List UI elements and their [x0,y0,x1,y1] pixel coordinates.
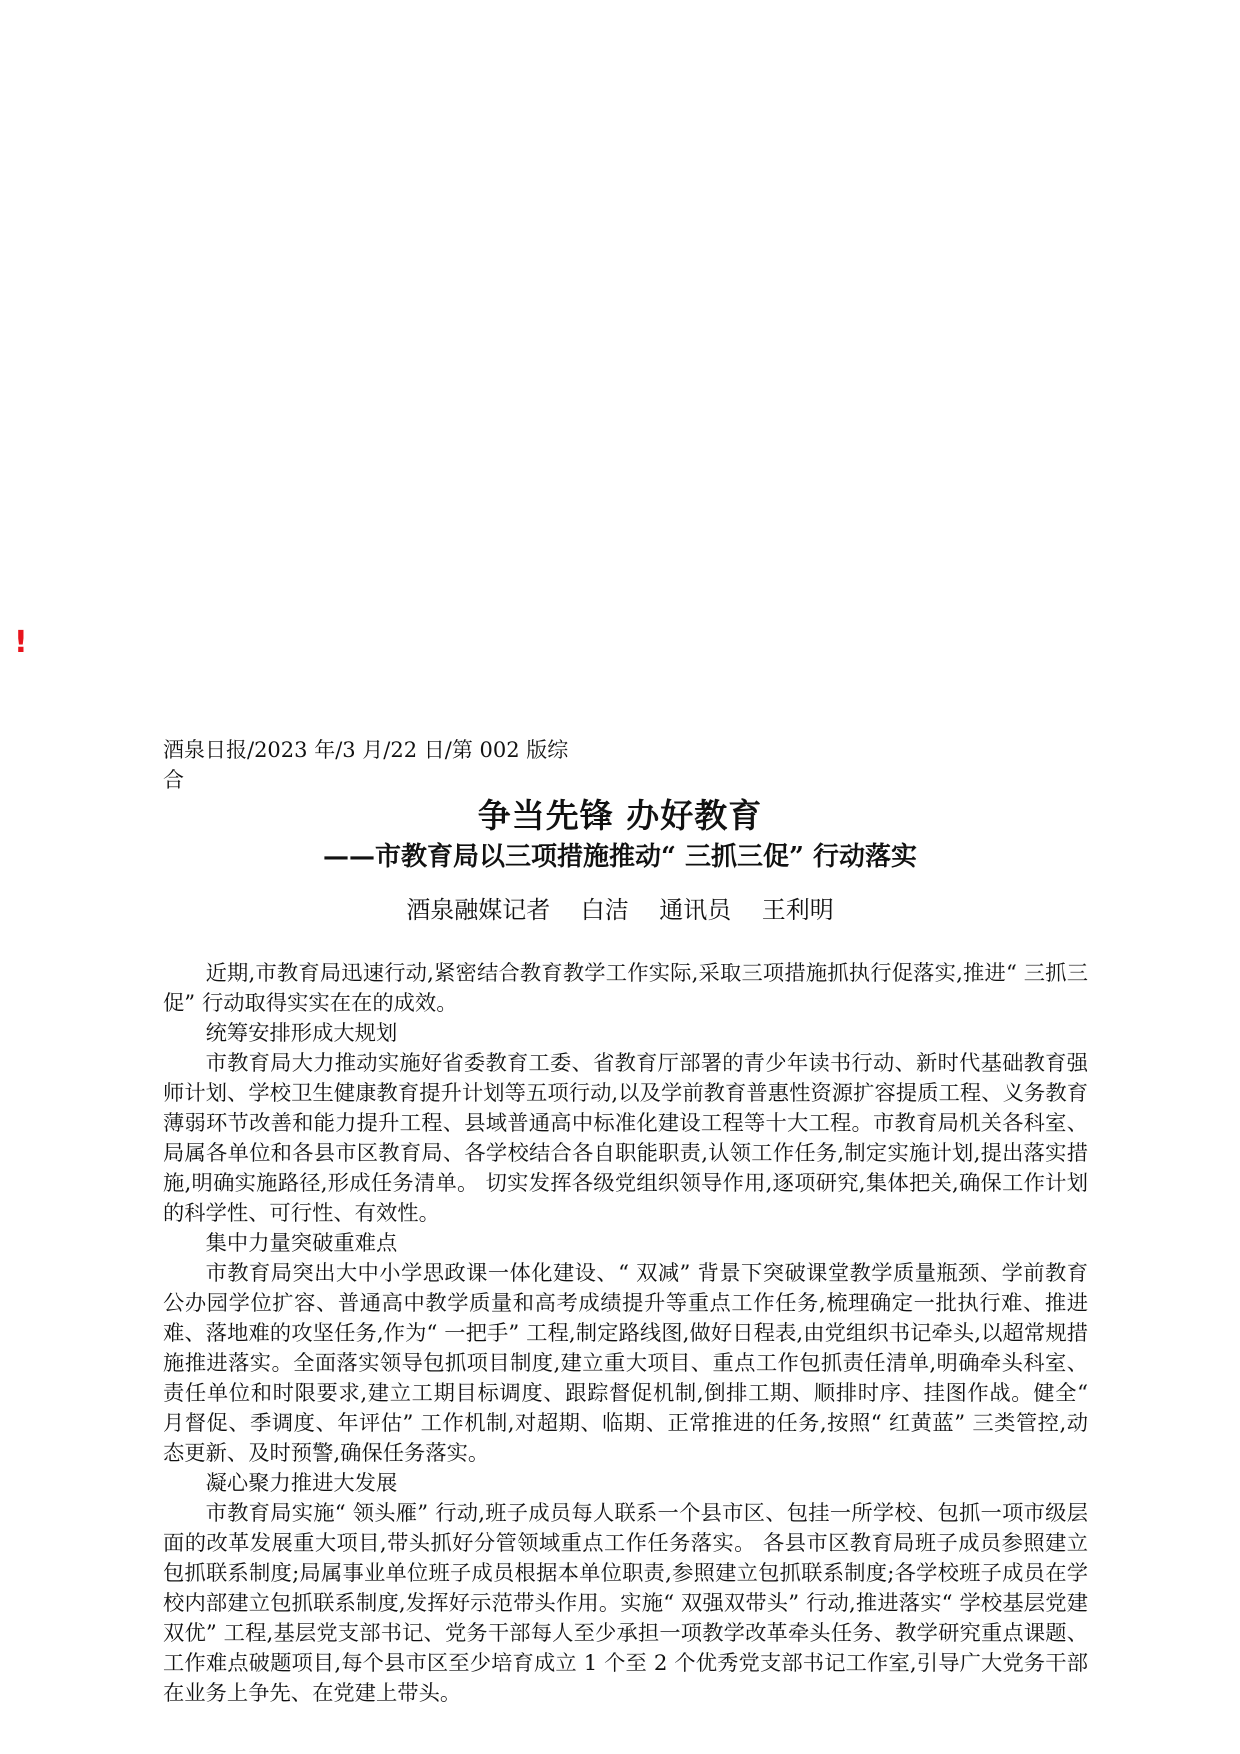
article-body [163,959,1088,1709]
paragraph-section-2: 市教育局突出大中小学思政课一体化建设、“ 双减” 背景下突破课堂教学质量瓶颈、学前教育公办园学位扩容、普通高中教学质量和高考成绩提升等重点工作任务,梳理确定一批执行难、推进难、落地难的攻坚任务,作为“ 一把手” 工程,制定路线图,做好日程表,由党组织书记牵头,以超常规措施推进落实。全面落实领导包抓项目制度,建立重大项目、重点工作包抓责任清单,明确牵头科室、责任单位和时限要求,建立工期目标调度、跟踪督促机制,倒排工期、顺排时序、挂图作战。健全“ 月督促、季调度、年评估” 工作机制,对超期、临期、正常推进的任务,按照“ 红黄蓝” 三类管控,动态更新、及时预警,确保任务落实。 [163,1261,1088,1466]
article-byline: 酒泉融媒记者 白洁 通讯员 王利明 [406,896,834,924]
article-headline: 争当先锋 办好教育 [477,796,763,835]
paragraph-section-3: 市教育局实施“ 领头雁” 行动,班子成员每人联系一个县市区、包挂一所学校、包抓一项市级层面的改革发展重大项目,带头抓好分管领域重点工作任务落实。 各县市区教育局班子成员参照建立包抓联系制度;局属事业单位班子成员根据本单位职责,参照建立包抓联系制度;各学校班子成员在学校内部建立包抓联系制度,发挥好示范带头作用。实施“ 双强双带头” 行动,推进落实“ 学校基层党建双优” 工程,基层党支部书记、党务干部每人至少承担一项教学改革牵头任务、教学研究重点课题、工作难点破题项目,每个县市区至少培育成立 1 个至 2 个优秀党支部书记工作室,引导广大党务干部在业务上争先、在党建上带头。 [163,1501,1088,1706]
red-exclamation-mark: ! [14,625,28,660]
paragraph-intro: 近期,市教育局迅速行动,紧密结合教育教学工作实际,采取三项措施抓执行促落实,推进“ 三抓三促” 行动取得实实在在的成效。 [163,961,1088,1016]
article-subheadline: ——市教育局以三项措施推动“ 三抓三促” 行动落实 [322,842,917,872]
section-heading-3: 凝心聚力推进大发展 [205,1471,398,1496]
publication-source: 酒泉日报/2023 年/3 月/22 日/第 002 版综合 [163,738,569,792]
section-heading-1: 统筹安排形成大规划 [205,1021,398,1046]
paragraph-section-1: 市教育局大力推动实施好省委教育工委、省教育厅部署的青少年读书行动、新时代基础教育强师计划、学校卫生健康教育提升计划等五项行动,以及学前教育普惠性资源扩容提质工程、义务教育薄弱环节改善和能力提升工程、县域普通高中标准化建设工程等十大工程。市教育局机关各科室、局属各单位和各县市区教育局、各学校结合各自职能职责,认领工作任务,制定实施计划,提出落实措施,明确实施路径,形成任务清单。 切实发挥各级党组织领导作用,逐项研究,集体把关,确保工作计划的科学性、可行性、有效性。 [163,1051,1088,1226]
section-heading-2: 集中力量突破重难点 [205,1231,398,1256]
